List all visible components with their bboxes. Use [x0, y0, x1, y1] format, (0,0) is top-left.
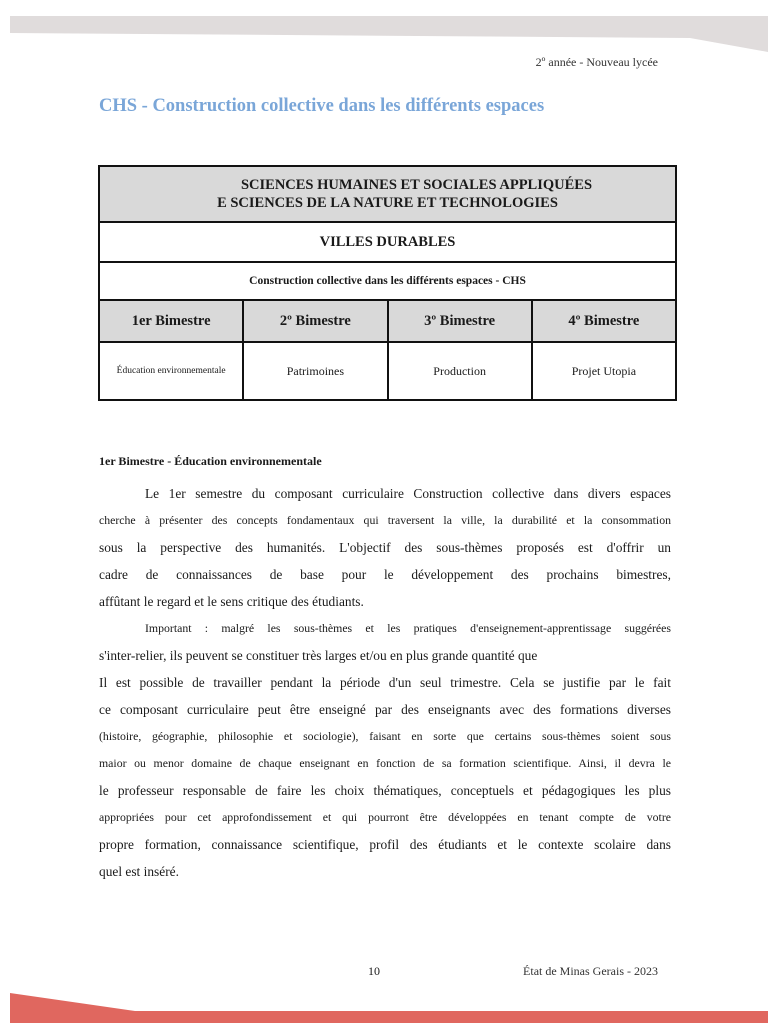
topic-cell-4: Projet Utopia	[532, 342, 676, 400]
section-heading: 1er Bimestre - Éducation environnementale	[99, 454, 322, 468]
body-line: Le 1er semestre du composant curriculaire Construction collective dans divers espaces	[145, 486, 671, 501]
topic-cell-3: Production	[388, 342, 532, 400]
knowledge-area-line-1: SCIENCES HUMAINES ET SOCIALES APPLIQUÉES	[240, 177, 593, 193]
topic-cell-2: Patrimoines	[243, 342, 387, 400]
component-cell: Construction collective dans les différents espaces - CHS	[99, 262, 676, 300]
body-line: le professeur responsable de faire les choix thématiques, conceptuels et pédagogiques les plus	[99, 783, 671, 798]
component-row	[99, 262, 676, 300]
topic-cell-1: Éducation environnementale	[99, 342, 243, 400]
curriculum-table	[98, 165, 677, 401]
bimester-header-3: 3º Bimestre	[388, 300, 532, 342]
bimester-header-1: 1er Bimestre	[99, 300, 243, 342]
body-line: maior ou menor domaine de chaque enseignant en fonction de sa formation scientifique. Ainsi, il devra le	[99, 756, 671, 770]
body-line: cherche à présenter des concepts fondamentaux qui traversent la ville, la durabilité et la consommation	[99, 513, 671, 527]
body-line: sous la perspective des humanités. L'objectif des sous-thèmes proposés est d'offrir un	[99, 540, 671, 555]
body-line: affûtant le regard et le sens critique des étudiants.	[99, 594, 364, 609]
body-line: Il est possible de travailler pendant la période d'un seul trimestre. Cela se justifie par le fait	[99, 675, 671, 690]
body-line: s'inter-relier, ils peuvent se constituer très larges et/ou en plus grande quantité que	[99, 648, 538, 663]
page-number: 10	[368, 964, 380, 978]
bimester-header-2: 2º Bimestre	[243, 300, 387, 342]
theme-row	[99, 222, 676, 262]
body-text	[99, 480, 671, 885]
body-line: cadre de connaissances de base pour le développement des prochains bimestres,	[99, 567, 671, 582]
bimester-header-row	[99, 300, 676, 342]
knowledge-area-row	[99, 166, 676, 222]
header-decoration-band	[0, 0, 768, 60]
publisher-label: État de Minas Gerais - 2023	[523, 964, 658, 978]
bimester-header-4: 4º Bimestre	[532, 300, 676, 342]
course-label: 2º année - Nouveau lycée	[535, 55, 658, 69]
body-line: propre formation, connaissance scientifique, profil des étudiants et le contexte scolaire dans	[99, 837, 671, 852]
knowledge-area-cell	[99, 166, 676, 222]
topic-row	[99, 342, 676, 400]
footer-decoration-band	[0, 984, 768, 1024]
page-title: CHS - Construction collective dans les différents espaces	[99, 96, 545, 116]
knowledge-area-line-2: E SCIENCES DE LA NATURE ET TECHNOLOGIES	[217, 195, 558, 211]
body-line: quel est inséré.	[99, 864, 179, 879]
body-line: appropriées pour cet approfondissement et qui pourront être développées en tenant compte de votre	[99, 810, 671, 824]
body-line: Important : malgré les sous-thèmes et les pratiques d'enseignement-apprentissage suggérées	[145, 621, 671, 635]
theme-cell: VILLES DURABLES	[99, 222, 676, 262]
body-line: (histoire, géographie, philosophie et sociologie), faisant en sorte que certains sous-thèmes soient sous	[99, 729, 671, 743]
body-line: ce composant curriculaire peut être enseigné par des enseignants avec des formations diverses	[99, 702, 671, 717]
